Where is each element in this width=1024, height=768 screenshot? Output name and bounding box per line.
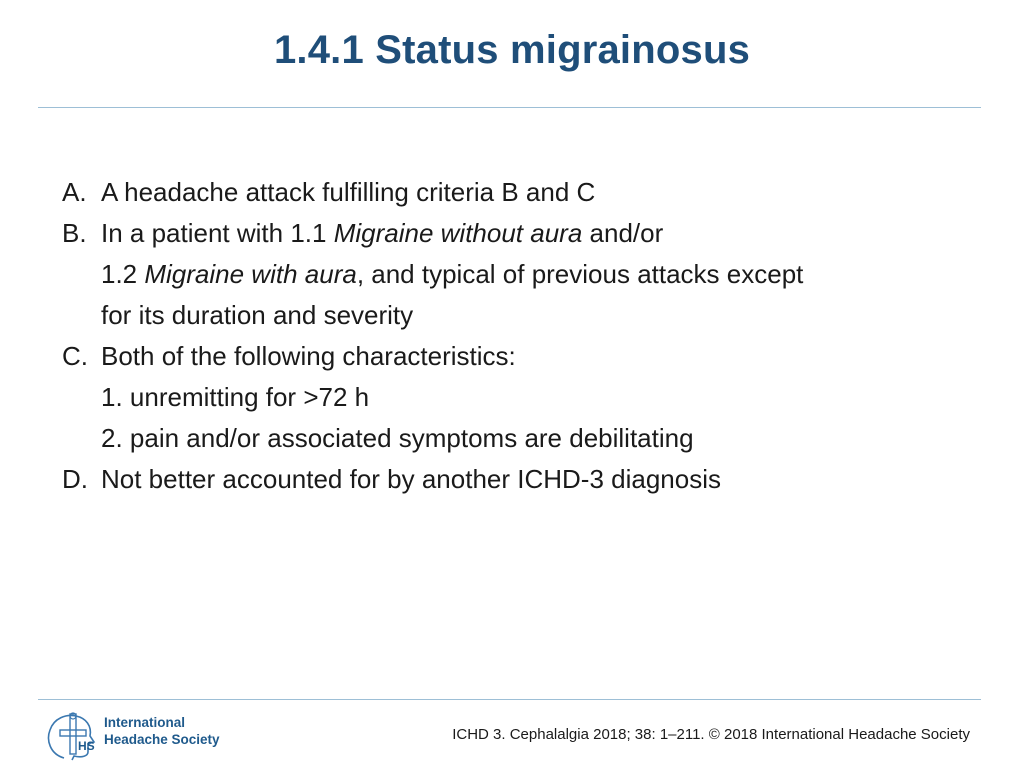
criteria-list xyxy=(62,172,982,500)
criterion-text: Both of the following characteristics: xyxy=(101,341,516,371)
top-divider xyxy=(38,107,981,108)
criterion-c xyxy=(62,336,982,377)
criterion-a xyxy=(62,172,982,213)
migraine-without-aura-ref: Migraine without aura xyxy=(333,218,583,248)
criterion-text: A headache attack fulfilling criteria B and C xyxy=(101,177,596,207)
criterion-text: Not better accounted for by another ICHD-3 diagnosis xyxy=(101,464,722,494)
migraine-with-aura-ref: Migraine with aura xyxy=(144,259,357,289)
criterion-d xyxy=(62,459,982,500)
logo-line-2: Headache Society xyxy=(104,732,220,747)
criterion-text-part: 1.2 xyxy=(101,259,145,289)
criterion-letter: C. xyxy=(62,341,88,371)
criterion-text-part: , and typical of previous attacks except xyxy=(356,259,804,289)
criterion-text-part: and/or xyxy=(582,218,664,248)
citation: ICHD 3. Cephalalgia 2018; 38: 1–211. © 2018 International Headache Society xyxy=(452,726,970,743)
ihs-logo-text xyxy=(104,714,220,748)
logo-line-1: International xyxy=(104,715,186,730)
svg-text:HS: HS xyxy=(78,739,95,753)
criterion-text-part: In a patient with 1.1 xyxy=(101,218,334,248)
criterion-b xyxy=(62,213,982,336)
criterion-text-part: for its duration and severity xyxy=(101,300,414,330)
criterion-letter: D. xyxy=(62,464,88,494)
criterion-c-item-1: 1. unremitting for >72 h xyxy=(101,382,370,412)
bottom-divider xyxy=(38,699,981,700)
criterion-text xyxy=(101,213,982,336)
slide-title: 1.4.1 Status migrainosus xyxy=(273,28,751,72)
criterion-c-item-2: 2. pain and/or associated symptoms are debilitating xyxy=(101,423,694,453)
criterion-letter: A. xyxy=(62,177,87,207)
criterion-letter: B. xyxy=(62,218,87,248)
